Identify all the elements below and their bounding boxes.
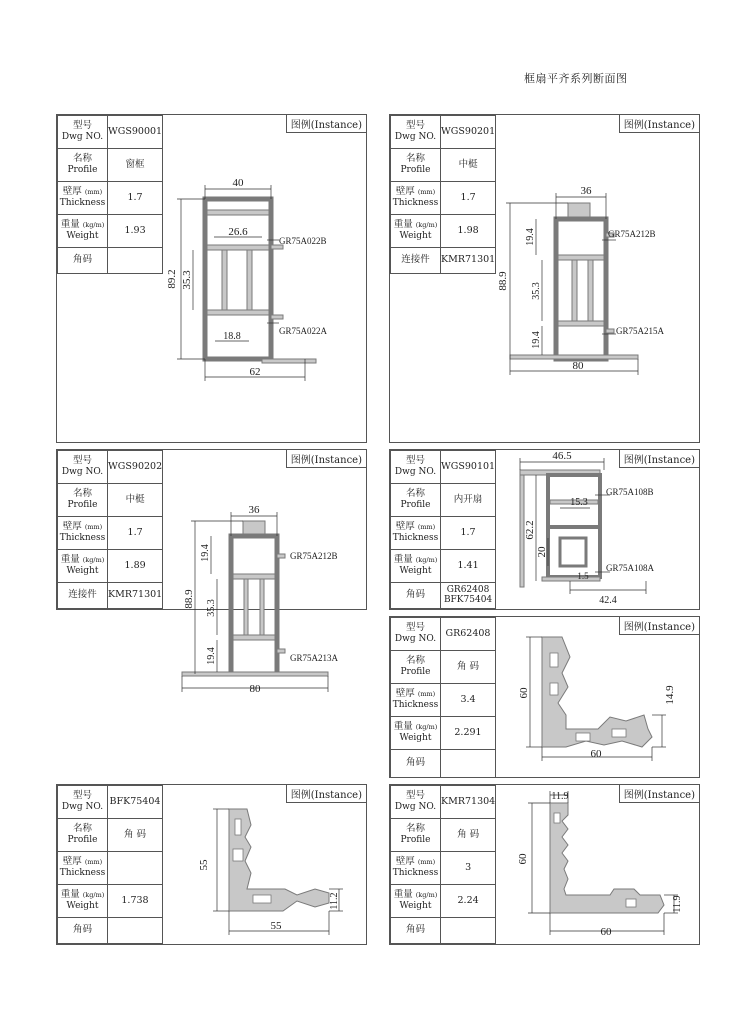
- legend-label: 图例(Instance): [619, 617, 699, 635]
- value-dwg: WGS90201: [441, 116, 496, 149]
- label-name: 名称: [405, 488, 425, 500]
- value-thickness: 3.4: [441, 684, 496, 717]
- dim-inner: 15.3: [570, 497, 588, 508]
- dim-lower: 18.8: [223, 331, 241, 342]
- dim-h1: 19.4: [200, 544, 211, 562]
- label-model: 型号: [405, 790, 425, 802]
- dim-height: 89.2: [166, 269, 178, 289]
- part-lower: GR75A215A: [616, 326, 665, 336]
- dim-bottom: 80: [572, 360, 584, 372]
- legend-label: 图例(Instance): [286, 785, 366, 803]
- label-weight-unit: (kg/m): [415, 556, 438, 565]
- panel-wgs90201: [389, 114, 700, 443]
- value-corner-line1: GR62408: [446, 584, 490, 595]
- label-weight: 重量: [393, 889, 413, 901]
- label-thickness: 壁厚: [395, 856, 415, 868]
- label-model-en: Dwg NO.: [394, 132, 437, 143]
- label-weight-en: Weight: [399, 901, 432, 912]
- page-title: 框扇平齐系列断面图: [524, 72, 628, 85]
- label-thickness-en: Thickness: [59, 198, 106, 209]
- label-thickness-unit: (mm): [84, 523, 103, 532]
- panel-wgs90001: [56, 114, 367, 443]
- dim-mid: 35.3: [531, 282, 542, 300]
- label-name: 名称: [72, 153, 92, 165]
- profile-drawing: [390, 115, 701, 444]
- corner-bracket-shape: [550, 803, 664, 913]
- label-thickness-en: Thickness: [392, 700, 439, 711]
- profile-drawing-wgs90202: [56, 449, 367, 699]
- label-name: 名称: [72, 823, 92, 835]
- legend-label: 图例(Instance): [286, 115, 366, 133]
- value-dwg: BFK75404: [108, 786, 163, 819]
- label-thickness-unit: (mm): [417, 523, 436, 532]
- dim-mid: 20: [536, 546, 548, 558]
- dim-bottom: 55: [270, 920, 282, 932]
- dim-bottom: 62: [249, 366, 261, 378]
- dim-bottom: 60: [600, 926, 612, 938]
- dim-left: 55: [198, 859, 210, 871]
- value-profile: 中梃: [441, 149, 496, 182]
- label-model-en: Dwg NO.: [61, 467, 104, 478]
- part-lower: GR75A022A: [279, 326, 328, 336]
- label-thickness-unit: (mm): [84, 188, 103, 197]
- label-weight-unit: (kg/m): [82, 221, 105, 230]
- label-name: 名称: [72, 488, 92, 500]
- dim-right: 11.9: [672, 895, 683, 913]
- profile-drawing: [390, 785, 701, 946]
- label-name-en: Profile: [400, 667, 431, 678]
- label-weight-unit: (kg/m): [415, 723, 438, 732]
- value-dwg: GR62408: [441, 618, 496, 651]
- label-thickness: 壁厚: [395, 521, 415, 533]
- panel-bfk75404: [56, 784, 367, 945]
- label-corner: 角码: [391, 918, 441, 944]
- label-connector: 连接件: [58, 583, 108, 609]
- label-weight-en: Weight: [399, 231, 432, 242]
- label-weight-en: Weight: [66, 901, 99, 912]
- label-name-en: Profile: [67, 165, 98, 176]
- profile-drawing: [57, 115, 368, 444]
- panel-wgs90202-ext: [56, 609, 367, 610]
- value-profile: 角 码: [441, 651, 496, 684]
- value-dwg: WGS90202: [108, 451, 163, 484]
- label-model-en: Dwg NO.: [61, 802, 104, 813]
- label-weight: 重量: [393, 219, 413, 231]
- part-lower: GR75A108A: [606, 563, 655, 573]
- dim-bottom: 42.4: [599, 595, 617, 606]
- dim-left: 60: [517, 853, 529, 865]
- dim-h1: 19.4: [525, 228, 536, 246]
- label-corner: 角码: [58, 918, 108, 944]
- label-thickness-en: Thickness: [392, 868, 439, 879]
- dim-top: 36: [580, 185, 592, 197]
- legend-label: 图例(Instance): [619, 785, 699, 803]
- label-weight: 重量: [60, 554, 80, 566]
- dim-small: 1.5: [577, 571, 589, 581]
- dim-mid: 35.3: [181, 270, 193, 290]
- label-thickness-unit: (mm): [417, 690, 436, 699]
- profile-drawing: [390, 450, 701, 611]
- label-thickness: 壁厚: [62, 856, 82, 868]
- dim-top: 40: [232, 177, 244, 189]
- label-name: 名称: [405, 153, 425, 165]
- value-thickness: 1.7: [441, 517, 496, 550]
- value-thickness: 1.7: [108, 517, 163, 550]
- part-upper: GR75A212B: [290, 551, 338, 561]
- value-thickness: 1.7: [108, 182, 163, 215]
- value-profile: 内开扇: [441, 484, 496, 517]
- label-name: 名称: [405, 655, 425, 667]
- label-name-en: Profile: [400, 500, 431, 511]
- label-model: 型号: [405, 120, 425, 132]
- label-model: 型号: [405, 455, 425, 467]
- dim-height: 88.9: [497, 271, 509, 291]
- label-weight: 重量: [393, 721, 413, 733]
- legend-label: 图例(Instance): [619, 115, 699, 133]
- label-weight-en: Weight: [66, 231, 99, 242]
- label-model-en: Dwg NO.: [394, 634, 437, 645]
- legend-label: 图例(Instance): [286, 450, 366, 468]
- label-name-en: Profile: [400, 835, 431, 846]
- label-weight: 重量: [60, 889, 80, 901]
- label-name-en: Profile: [67, 835, 98, 846]
- value-weight: 1.738: [108, 885, 163, 918]
- label-weight-en: Weight: [66, 566, 99, 577]
- dimension-lines: [182, 512, 328, 692]
- label-name-en: Profile: [67, 500, 98, 511]
- panel-wgs90101: [389, 449, 700, 610]
- dim-h3: 19.4: [206, 647, 217, 665]
- dim-mid: 35.3: [206, 599, 217, 617]
- value-weight: 2.24: [441, 885, 496, 918]
- label-model-en: Dwg NO.: [61, 132, 104, 143]
- panel-gr62408: [389, 616, 700, 778]
- dim-right: 14.9: [664, 685, 676, 705]
- label-weight-unit: (kg/m): [82, 891, 105, 900]
- dim-right: 11.2: [329, 892, 340, 910]
- label-model: 型号: [72, 120, 92, 132]
- label-weight: 重量: [60, 219, 80, 231]
- dim-height: 88.9: [183, 589, 195, 609]
- corner-bracket-shape: [542, 637, 652, 747]
- label-weight-unit: (kg/m): [82, 556, 105, 565]
- value-weight: 1.98: [441, 215, 496, 248]
- dim-top: 36: [248, 504, 260, 516]
- value-dwg: WGS90101: [441, 451, 496, 484]
- panel-kmr71304: [389, 784, 700, 945]
- dim-top: 46.5: [552, 450, 572, 462]
- dim-bottom: 60: [590, 748, 602, 760]
- part-upper: GR75A022B: [279, 236, 327, 246]
- value-dwg: WGS90001: [108, 116, 163, 149]
- dim-top: 11.9: [551, 791, 569, 802]
- value-connector: KMR71301: [441, 248, 496, 274]
- label-corner: 角码: [391, 583, 441, 609]
- label-weight: 重量: [393, 554, 413, 566]
- label-model: 型号: [405, 622, 425, 634]
- label-model-en: Dwg NO.: [394, 802, 437, 813]
- label-thickness-en: Thickness: [59, 533, 106, 544]
- profile-drawing: [390, 617, 701, 779]
- profile-section: [205, 199, 316, 363]
- label-weight-unit: (kg/m): [415, 891, 438, 900]
- label-thickness-unit: (mm): [417, 188, 436, 197]
- value-weight: 2.291: [441, 717, 496, 750]
- value-profile: 中梃: [108, 484, 163, 517]
- label-model: 型号: [72, 790, 92, 802]
- label-thickness: 壁厚: [62, 521, 82, 533]
- value-profile: 角 码: [441, 819, 496, 852]
- value-connector: KMR71301: [108, 583, 163, 609]
- label-corner: 角码: [58, 248, 108, 274]
- label-name: 名称: [405, 823, 425, 835]
- part-lower: GR75A213A: [290, 653, 339, 663]
- dim-h3: 19.4: [531, 331, 542, 349]
- label-weight-en: Weight: [399, 733, 432, 744]
- value-weight: 1.41: [441, 550, 496, 583]
- value-thickness: 3: [441, 852, 496, 885]
- label-thickness: 壁厚: [395, 688, 415, 700]
- label-thickness-en: Thickness: [392, 533, 439, 544]
- label-weight-en: Weight: [399, 566, 432, 577]
- corner-bracket-shape: [229, 809, 329, 911]
- label-name-en: Profile: [400, 165, 431, 176]
- part-upper: GR75A212B: [608, 229, 656, 239]
- value-corner-line2: BFK75404: [443, 594, 493, 605]
- value-thickness: 1.7: [441, 182, 496, 215]
- label-corner: 角码: [391, 750, 441, 778]
- profile-drawing: [57, 785, 368, 946]
- dim-left: 60: [518, 687, 530, 699]
- label-model: 型号: [72, 455, 92, 467]
- value-profile: 窗框: [108, 149, 163, 182]
- label-connector: 连接件: [391, 248, 441, 274]
- label-thickness-unit: (mm): [84, 858, 103, 867]
- value-weight: 1.89: [108, 550, 163, 583]
- part-upper: GR75A108B: [606, 487, 654, 497]
- legend-label: 图例(Instance): [619, 450, 699, 468]
- label-weight-unit: (kg/m): [415, 221, 438, 230]
- label-thickness-en: Thickness: [392, 198, 439, 209]
- value-dwg: KMR71304: [441, 786, 496, 819]
- dim-bottom: 80: [249, 683, 261, 695]
- value-weight: 1.93: [108, 215, 163, 248]
- label-thickness: 壁厚: [395, 186, 415, 198]
- label-thickness: 壁厚: [62, 186, 82, 198]
- label-thickness-unit: (mm): [417, 858, 436, 867]
- label-thickness-en: Thickness: [59, 868, 106, 879]
- dim-inner: 26.6: [228, 226, 248, 238]
- label-model-en: Dwg NO.: [394, 467, 437, 478]
- dim-height: 62.2: [524, 520, 536, 540]
- value-profile: 角 码: [108, 819, 163, 852]
